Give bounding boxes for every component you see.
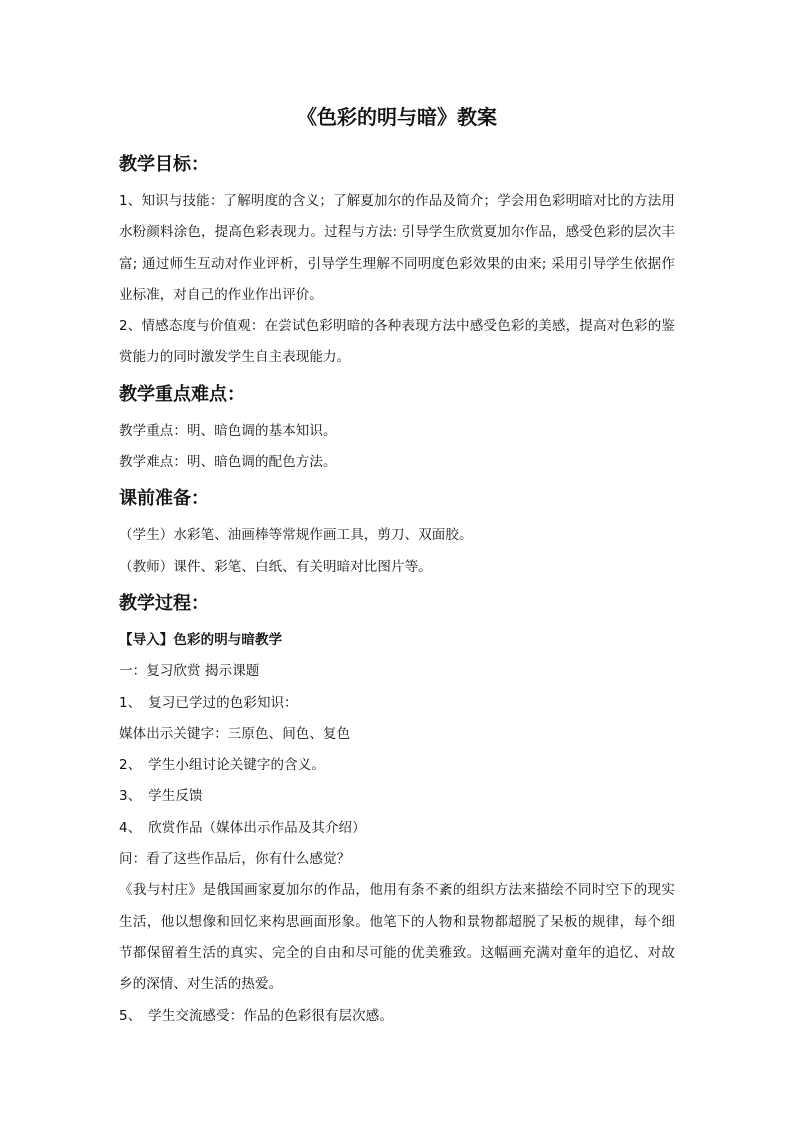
section-heading-process: 教学过程： bbox=[119, 592, 209, 614]
paragraph-goals-1: 1、知识与技能：了解明度的含义；了解夏加尔的作品及简介；学会用色彩明暗对比的方法用水粉颜料涂色，提高色彩表现力。过程与方法: 引导学生欣赏夏加尔作品，感受色彩的层次丰富; 通过师生互动对作业评析，引导学生理解不同明度色彩效果的由来; 采用引导学生依据作业标准，对自己的作业作出评价。 bbox=[119, 193, 675, 303]
process-line: 4、 欣赏作品（媒体出示作品及其介绍） bbox=[119, 819, 366, 836]
process-line: 3、 学生反馈 bbox=[119, 788, 203, 805]
process-line: 媒体出示关键字：三原色、间色、复色 bbox=[119, 725, 351, 742]
paragraph-prep-students: （学生）水彩笔、油画棒等常规作画工具，剪刀、双面胶。 bbox=[119, 527, 473, 544]
section-heading-key-points: 教学重点难点： bbox=[119, 383, 245, 405]
process-line: 一：复习欣赏 揭示课题 bbox=[119, 663, 260, 680]
process-paragraph: 《我与村庄》是俄国画家夏加尔的作品，他用有条不紊的组织方法来描绘不同时空下的现实生活，他以想像和回忆来构思画面形象。他笔下的人物和景物都超脱了呆板的规律，每个细节都保留着生活的真实、完全的自由和尽可能的优美雅致。这幅画充满对童年的追忆、对故乡的深情、对生活的热爱。 bbox=[119, 882, 675, 993]
process-line: 5、 学生交流感受：作品的色彩很有层次感。 bbox=[119, 1007, 393, 1024]
process-line: 问：看了这些作品后，你有什么感觉？ bbox=[119, 851, 351, 868]
paragraph-prep-teacher: （教师）课件、彩笔、白纸、有关明暗对比图片等。 bbox=[119, 558, 432, 575]
paragraph-difficulty: 教学难点：明、暗色调的配色方法。 bbox=[119, 454, 337, 471]
document-body bbox=[119, 100, 675, 1032]
process-line: 2、 学生小组讨论关键字的含义。 bbox=[119, 757, 325, 774]
section-heading-preparation: 课前准备： bbox=[119, 488, 209, 510]
process-line: 1、 复习已学过的色彩知识： bbox=[119, 694, 298, 711]
page-title: 《色彩的明与暗》教案 bbox=[297, 105, 497, 129]
section-heading-goals: 教学目标： bbox=[119, 154, 209, 175]
paragraph-goals-2: 2、情感态度与价值观：在尝试色彩明暗的各种表现方法中感受色彩的美感，提高对色彩的鉴赏能力的同时激发学生自主表现能力。 bbox=[119, 318, 675, 366]
paragraph-key-point: 教学重点：明、暗色调的基本知识。 bbox=[119, 422, 337, 439]
intro-label: 【导入】色彩的明与暗教学 bbox=[119, 631, 283, 648]
